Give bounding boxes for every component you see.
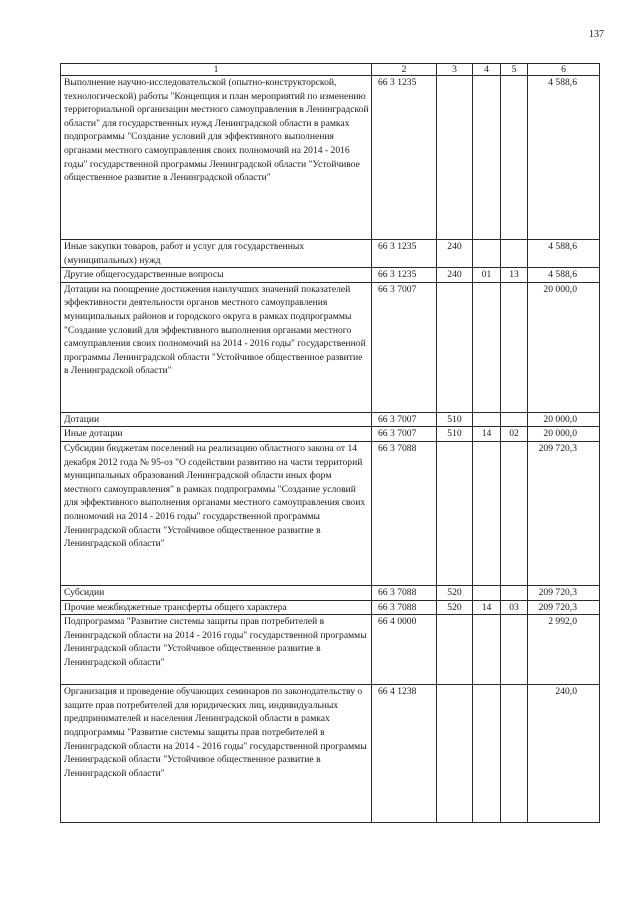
row-code: 66 3 7088 xyxy=(372,441,437,585)
row-section xyxy=(473,585,501,600)
row-subsection xyxy=(501,615,528,685)
row-expense-type xyxy=(437,76,473,240)
column-number: 4 xyxy=(473,64,501,76)
row-subsection xyxy=(501,240,528,268)
row-amount: 20 000,0 xyxy=(528,427,600,442)
table-row xyxy=(61,585,600,600)
row-amount: 209 720,3 xyxy=(528,585,600,600)
table-row xyxy=(61,76,600,240)
row-name: Иные закупки товаров, работ и услуг для государственных (муниципальных) нужд xyxy=(61,240,372,268)
row-section xyxy=(473,441,501,585)
column-number: 3 xyxy=(437,64,473,76)
row-expense-type: 520 xyxy=(437,600,473,615)
row-section: 14 xyxy=(473,600,501,615)
row-subsection: 13 xyxy=(501,268,528,283)
table-row xyxy=(61,441,600,585)
row-amount: 209 720,3 xyxy=(528,441,600,585)
row-amount: 240,0 xyxy=(528,685,600,823)
column-number: 1 xyxy=(61,64,372,76)
row-code: 66 3 1235 xyxy=(372,240,437,268)
row-section xyxy=(473,685,501,823)
row-code: 66 3 1235 xyxy=(372,268,437,283)
row-name: Организация и проведение обучающих семинаров по законодательству о защите прав потребителей для юридических лиц, индивидуальных предпринимателей и населения Ленинградской области в рамках подпрограммы "Развитие системы защиты прав потребителей в Ленинградской области на 2014 - 2016 годы" государственной программы Ленинградской области "Устойчивое общественное развитие в Ленинградской области" xyxy=(61,685,372,823)
table-row xyxy=(61,427,600,442)
row-name: Субсидии бюджетам поселений на реализацию областного закона от 14 декабря 2012 года № 95-оз "О содействии развитию на части территорий муниципальных образований Ленинградской области иных форм местного самоуправления" в рамках подпрограммы "Создание условий для эффективного выполнения органами местного самоуправления своих полномочий на 2014 - 2016 годы" государственной программы Ленинградской области "Устойчивое общественное развитие в Ленинградской области" xyxy=(61,441,372,585)
row-amount: 2 992,0 xyxy=(528,615,600,685)
table-row xyxy=(61,600,600,615)
row-expense-type xyxy=(437,441,473,585)
row-expense-type: 510 xyxy=(437,427,473,442)
row-subsection xyxy=(501,441,528,585)
row-subsection xyxy=(501,585,528,600)
row-name: Другие общегосударственные вопросы xyxy=(61,268,372,283)
row-code: 66 3 1235 xyxy=(372,76,437,240)
row-amount: 4 588,6 xyxy=(528,240,600,268)
row-section xyxy=(473,412,501,427)
column-number: 5 xyxy=(501,64,528,76)
budget-table xyxy=(60,63,600,823)
table-row xyxy=(61,615,600,685)
row-section xyxy=(473,76,501,240)
row-expense-type: 240 xyxy=(437,268,473,283)
row-code: 66 4 1238 xyxy=(372,685,437,823)
column-number-row xyxy=(61,64,600,76)
row-name: Дотации на поощрение достижения наилучших значений показателей эффективности деятельности органов местного самоуправления муниципальных районов и городского округа в рамках подпрограммы "Создание условий для эффективного выполнения органами местного самоуправления своих полномочий на 2014 - 2016 годы" государственной программы Ленинградской области "Устойчивое общественное развитие в Ленинградской области" xyxy=(61,282,372,412)
table-row xyxy=(61,268,600,283)
table-row xyxy=(61,240,600,268)
row-amount: 4 588,6 xyxy=(528,76,600,240)
row-name: Прочие межбюджетные трансферты общего характера xyxy=(61,600,372,615)
row-subsection xyxy=(501,412,528,427)
row-name: Иные дотации xyxy=(61,427,372,442)
row-expense-type: 520 xyxy=(437,585,473,600)
row-name: Субсидии xyxy=(61,585,372,600)
row-subsection xyxy=(501,685,528,823)
row-code: 66 3 7007 xyxy=(372,282,437,412)
row-code: 66 3 7088 xyxy=(372,600,437,615)
column-number: 2 xyxy=(372,64,437,76)
row-expense-type xyxy=(437,685,473,823)
row-code: 66 3 7007 xyxy=(372,427,437,442)
table-row xyxy=(61,282,600,412)
row-subsection xyxy=(501,282,528,412)
row-name: Дотации xyxy=(61,412,372,427)
row-subsection xyxy=(501,76,528,240)
row-section xyxy=(473,282,501,412)
column-number: 6 xyxy=(528,64,600,76)
row-amount: 20 000,0 xyxy=(528,412,600,427)
row-section xyxy=(473,240,501,268)
row-amount: 209 720,3 xyxy=(528,600,600,615)
row-section: 01 xyxy=(473,268,501,283)
row-amount: 20 000,0 xyxy=(528,282,600,412)
row-section xyxy=(473,615,501,685)
row-name: Выполнение научно-исследовательской (опытно-конструкторской, технологической) работы "Концепция и план мероприятий по изменению территориальной организации местного самоуправления в Ленинградской области" для государственных нужд Ленинградской области в рамках подпрограммы "Создание условий для эффективного выполнения органами местного самоуправления своих полномочий на 2014 - 2016 годы" государственной программы Ленинградской области "Устойчивое общественное развитие в Ленинградской области" xyxy=(61,76,372,240)
table-row xyxy=(61,685,600,823)
page-number: 137 xyxy=(589,29,604,40)
row-name: Подпрограмма "Развитие системы защиты прав потребителей в Ленинградской области на 2014 - 2016 годы" государственной программы Ленинградской области "Устойчивое общественное развитие в Ленинградской области" xyxy=(61,615,372,685)
row-expense-type: 240 xyxy=(437,240,473,268)
row-section: 14 xyxy=(473,427,501,442)
row-code: 66 3 7007 xyxy=(372,412,437,427)
row-amount: 4 588,6 xyxy=(528,268,600,283)
table-row xyxy=(61,412,600,427)
row-expense-type: 510 xyxy=(437,412,473,427)
row-code: 66 4 0000 xyxy=(372,615,437,685)
row-subsection: 02 xyxy=(501,427,528,442)
row-expense-type xyxy=(437,615,473,685)
row-expense-type xyxy=(437,282,473,412)
row-subsection: 03 xyxy=(501,600,528,615)
row-code: 66 3 7088 xyxy=(372,585,437,600)
